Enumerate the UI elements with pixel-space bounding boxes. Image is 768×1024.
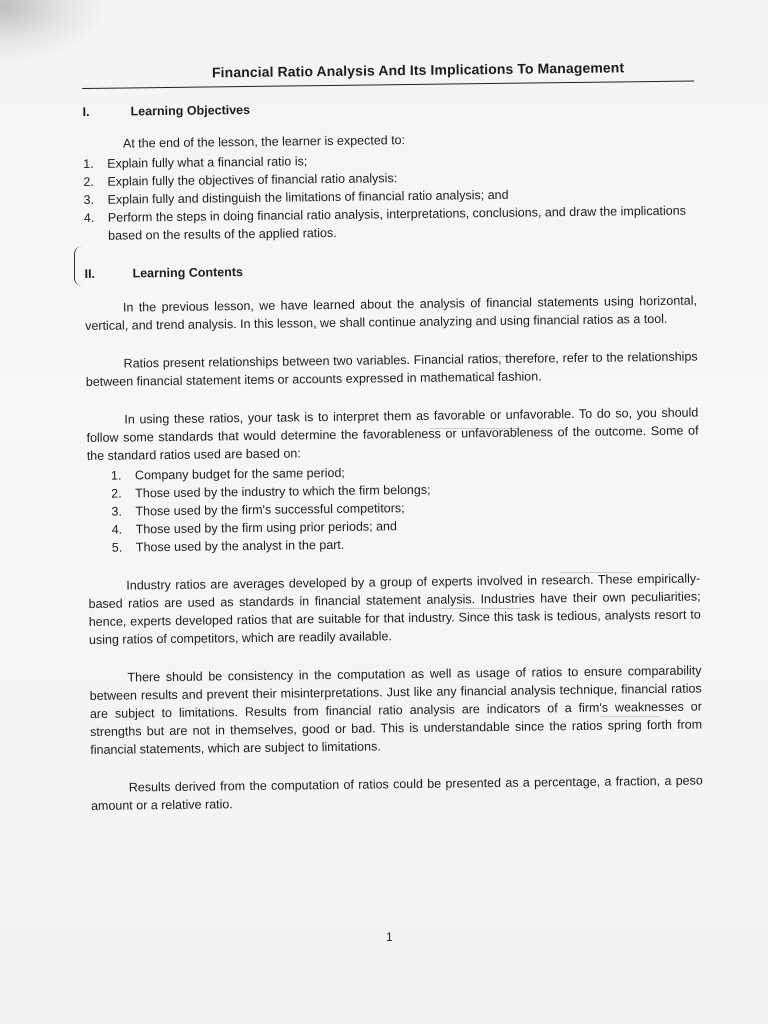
item-number: 5.: [111, 540, 123, 555]
item-number: 1.: [110, 468, 122, 483]
paragraph: Ratios present relationships between two variables. Financial ratios, therefore, refer to the relationships between financial statement items or accounts expressed in mathematical fashion.: [85, 349, 698, 389]
section-2-number: II.: [84, 266, 96, 281]
item-text: Those used by the firm using prior periods; and: [135, 519, 397, 537]
pen-mark: [74, 246, 83, 286]
section-2-title: Learning Contents: [132, 265, 244, 281]
paragraph: There should be consistency in the computation as well as usage of ratios to ensure comparability between results and prevent their misinterpretations. Just like any financial analysis technique, financial ratios are subject to limitations. Results from financial ratio analysis are indicators of a firm's weaknesses or strengths but are not in themselves, good or bad. This is understandable since the ratios spring forth from financial statements, which are subject to limitations.: [89, 663, 703, 757]
item-text: Explain fully the objectives of financial ratio analysis:: [107, 171, 398, 189]
item-number: 2.: [83, 174, 94, 189]
item-number: 3.: [111, 504, 122, 519]
item-number: 3.: [83, 192, 95, 207]
item-text: Explain fully what a financial ratio is;: [107, 154, 308, 171]
section-1-heading: [82, 98, 694, 119]
paragraph: Results derived from the computation of ratios could be presented as a percentage, a fraction, a peso amount or a relative ratio.: [90, 773, 703, 813]
paragraph: In the previous lesson, we have learned about the analysis of financial statements using horizontal, vertical, and trend analysis. In this lesson, we shall continue analyzing and using financial ratios as a tool.: [85, 293, 697, 333]
item-text: Those used by the analyst in the part.: [135, 537, 345, 555]
item-number: 4.: [111, 522, 123, 537]
paragraph: In using these ratios, your task is to interpret them as favorable or unfavorable. To do so, you should follow some standards that would determine the favorableness or unfavorableness of the outcome. Some of the standard ratios used are based on:: [86, 405, 699, 463]
document-title: Financial Ratio Analysis And Its Implications To Management: [211, 59, 625, 81]
page-number: 1: [386, 930, 393, 944]
item-text: Perform the steps in doing financial ratio analysis, interpretations, conclusions, and draw the implications based on the results of the applied ratios.: [107, 203, 686, 243]
section-1-title: Learning Objectives: [130, 102, 251, 119]
scan-shadow: [0, 0, 100, 60]
list-item: [84, 202, 696, 245]
item-text: Explain fully and distinguish the limitations of financial ratio analysis; and: [107, 187, 509, 207]
title-underline: [82, 81, 694, 89]
paragraph: Industry ratios are averages developed by a group of experts involved in research. These empirically-based ratios are used as standards in financial statement analysis. Industries have their own peculiarities; hence, experts developed ratios that are suitable for that industry. Since this task is tedious, analysts resort to using ratios of competitors, which are readily available.: [88, 571, 701, 647]
objectives-lead: At the end of the lesson, the learner is expected to:: [122, 133, 406, 151]
item-text: Company budget for the same period;: [134, 465, 345, 483]
item-number: 4.: [83, 210, 95, 225]
item-number: 2.: [111, 486, 122, 501]
objectives-list: [83, 148, 696, 245]
item-number: 1.: [83, 156, 94, 171]
item-text: Those used by the industry to which the firm belongs;: [135, 482, 431, 501]
item-text: Those used by the firm's successful competitors;: [135, 501, 405, 519]
standards-list: [87, 459, 700, 556]
document-body: [82, 59, 703, 835]
section-1-number: I.: [82, 104, 90, 119]
